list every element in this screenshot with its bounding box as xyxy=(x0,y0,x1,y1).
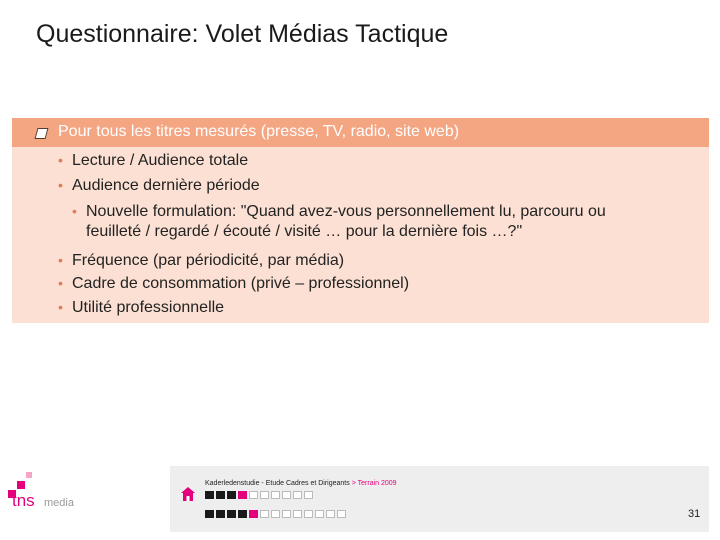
sub-bullet-line-1: Nouvelle formulation: "Quand avez-vous personnellement lu, parcouru ou xyxy=(86,203,606,220)
nav-square[interactable] xyxy=(271,491,280,499)
svg-text:tns: tns xyxy=(12,491,35,510)
bullet-dot-icon: • xyxy=(58,252,63,268)
footer-breadcrumb xyxy=(205,480,397,487)
nav-square[interactable] xyxy=(205,510,214,518)
nav-square[interactable] xyxy=(304,510,313,518)
nav-square[interactable] xyxy=(249,491,258,499)
nav-square[interactable] xyxy=(216,510,225,518)
nav-square[interactable] xyxy=(271,510,280,518)
sub-bullet-line-2: feuilleté / regardé / écouté / visité … pour la dernière fois …?" xyxy=(86,223,523,240)
tns-media-logo xyxy=(8,472,88,512)
bullet-dot-icon: • xyxy=(58,152,63,168)
bullet-dot-icon: • xyxy=(58,299,63,315)
bullet-2: Audience dernière période xyxy=(72,177,260,194)
bullet-4: Cadre de consommation (privé – professionnel) xyxy=(72,275,410,292)
nav-squares-row-1 xyxy=(205,491,313,499)
svg-text:media: media xyxy=(44,497,74,509)
nav-square[interactable] xyxy=(238,510,247,518)
sub-bullet-dot-icon: • xyxy=(72,203,77,219)
nav-square[interactable] xyxy=(293,510,302,518)
bullet-1: Lecture / Audience totale xyxy=(72,152,249,169)
nav-square[interactable] xyxy=(260,491,269,499)
nav-square[interactable] xyxy=(337,510,346,518)
nav-squares-row-2 xyxy=(205,510,346,518)
footer-box xyxy=(170,466,709,532)
nav-square[interactable] xyxy=(205,491,214,499)
slide-title: Questionnaire: Volet Médias Tactique xyxy=(36,20,449,48)
nav-square[interactable] xyxy=(326,510,335,518)
nav-square[interactable] xyxy=(282,491,291,499)
footer-study: Kaderledenstudie - Etude Cadres et Dirigeants xyxy=(205,480,350,487)
header-text: Pour tous les titres mesurés (presse, TV, radio, site web) xyxy=(58,123,460,140)
nav-square-active[interactable] xyxy=(249,510,258,518)
footer-section[interactable]: Terrain 2009 xyxy=(357,480,397,487)
nav-square[interactable] xyxy=(227,491,236,499)
footer-separator: > xyxy=(351,480,356,487)
bullet-5: Utilité professionnelle xyxy=(72,299,225,316)
nav-square[interactable] xyxy=(304,491,313,499)
nav-square[interactable] xyxy=(282,510,291,518)
nav-square[interactable] xyxy=(216,491,225,499)
page-number: 31 xyxy=(688,508,701,520)
bullet-3: Fréquence (par périodicité, par média) xyxy=(72,252,345,269)
nav-square[interactable] xyxy=(227,510,236,518)
nav-square-active[interactable] xyxy=(238,491,247,499)
bullet-dot-icon: • xyxy=(58,275,63,291)
nav-square[interactable] xyxy=(315,510,324,518)
home-icon[interactable] xyxy=(180,486,196,502)
bullet-dot-icon: • xyxy=(58,177,63,193)
nav-square[interactable] xyxy=(293,491,302,499)
nav-square[interactable] xyxy=(260,510,269,518)
